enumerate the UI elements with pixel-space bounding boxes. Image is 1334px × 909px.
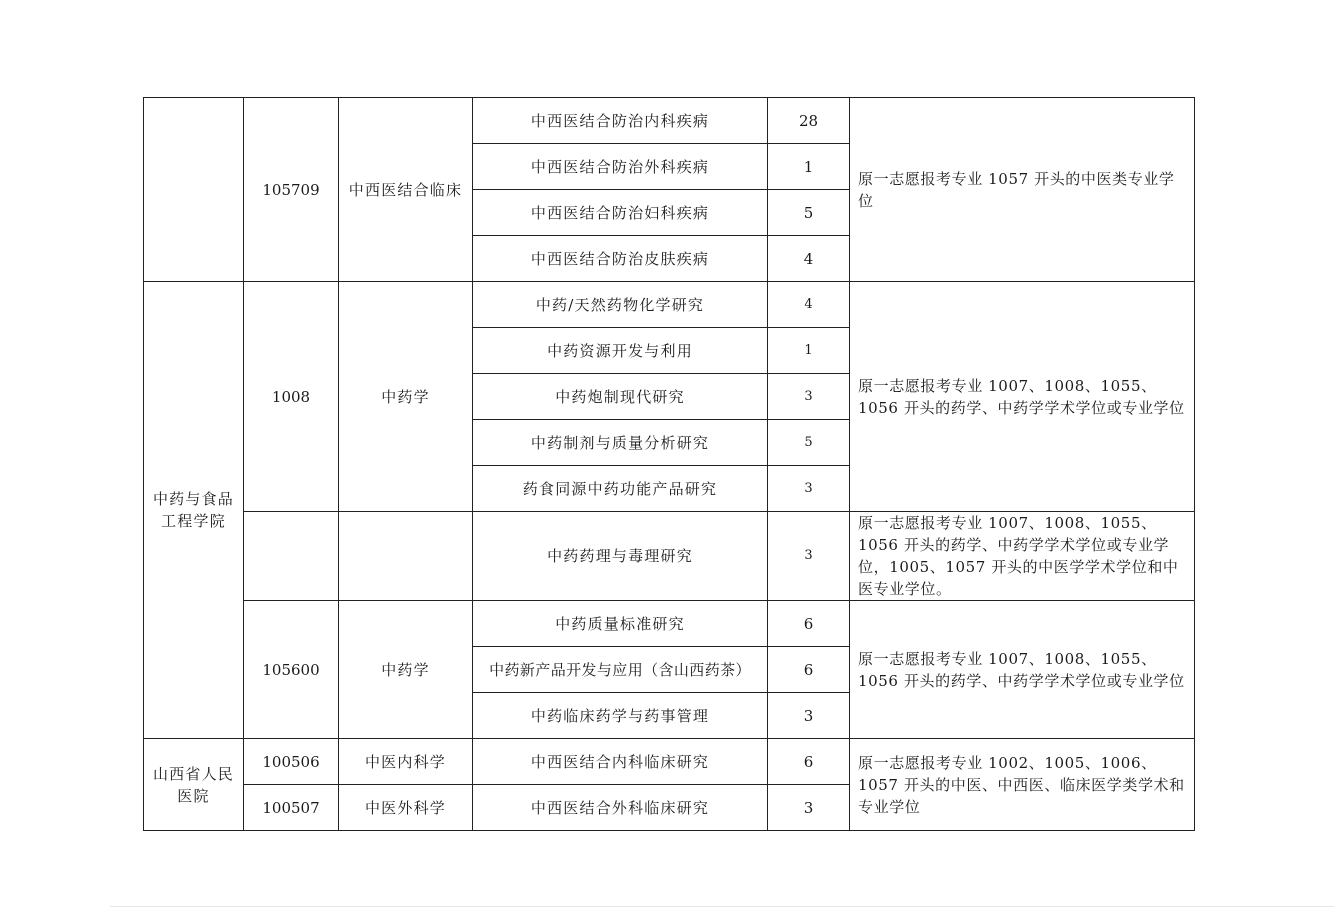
count-cell: 4 — [768, 236, 850, 282]
table-row — [144, 282, 1195, 328]
code-cell: 1008 — [244, 282, 339, 512]
count-cell: 6 — [768, 739, 850, 785]
direction-cell: 中药制剂与质量分析研究 — [473, 420, 768, 466]
college-cell — [144, 98, 244, 282]
code-cell: 105709 — [244, 98, 339, 282]
direction-cell: 药食同源中药功能产品研究 — [473, 466, 768, 512]
code-cell: 105600 — [244, 601, 339, 739]
table-row — [144, 512, 1195, 601]
count-cell: 1 — [768, 328, 850, 374]
direction-cell: 中西医结合防治妇科疾病 — [473, 190, 768, 236]
major-cell: 中药学 — [339, 282, 473, 512]
table-row — [144, 98, 1195, 144]
table-row — [144, 739, 1195, 785]
direction-cell: 中药药理与毒理研究 — [473, 512, 768, 601]
table-row — [144, 601, 1195, 647]
direction-cell: 中药临床药学与药事管理 — [473, 693, 768, 739]
count-cell: 3 — [768, 512, 850, 601]
direction-cell: 中药资源开发与利用 — [473, 328, 768, 374]
major-cell: 中医内科学 — [339, 739, 473, 785]
count-cell: 3 — [768, 693, 850, 739]
requirement-cell: 原一志愿报考专业 1002、1005、1006、1057 开头的中医、中西医、临床医学类学术和专业学位 — [850, 739, 1195, 831]
direction-cell: 中药炮制现代研究 — [473, 374, 768, 420]
count-cell: 28 — [768, 98, 850, 144]
direction-cell: 中西医结合防治外科疾病 — [473, 144, 768, 190]
major-cell — [339, 512, 473, 601]
requirement-cell: 原一志愿报考专业 1057 开头的中医类专业学位 — [850, 98, 1195, 282]
count-cell: 3 — [768, 785, 850, 831]
direction-cell: 中西医结合外科临床研究 — [473, 785, 768, 831]
count-cell: 5 — [768, 420, 850, 466]
major-cell: 中西医结合临床 — [339, 98, 473, 282]
college-cell: 山西省人民医院 — [144, 739, 244, 831]
requirement-cell: 原一志愿报考专业 1007、1008、1055、1056 开头的药学、中药学学术学位或专业学位 — [850, 601, 1195, 739]
major-cell: 中医外科学 — [339, 785, 473, 831]
code-cell: 100506 — [244, 739, 339, 785]
direction-cell: 中西医结合内科临床研究 — [473, 739, 768, 785]
count-cell: 1 — [768, 144, 850, 190]
admissions-table — [143, 97, 1195, 831]
count-cell: 6 — [768, 647, 850, 693]
code-cell — [244, 512, 339, 601]
direction-cell: 中药新产品开发与应用（含山西药茶） — [473, 647, 768, 693]
requirement-cell: 原一志愿报考专业 1007、1008、1055、1056 开头的药学、中药学学术学位或专业学位，1005、1057 开头的中医学学术学位和中医专业学位。 — [850, 512, 1195, 601]
count-cell: 3 — [768, 466, 850, 512]
count-cell: 5 — [768, 190, 850, 236]
direction-cell: 中西医结合防治内科疾病 — [473, 98, 768, 144]
direction-cell: 中药/天然药物化学研究 — [473, 282, 768, 328]
college-cell: 中药与食品工程学院 — [144, 282, 244, 739]
direction-cell: 中药质量标准研究 — [473, 601, 768, 647]
major-cell: 中药学 — [339, 601, 473, 739]
code-cell: 100507 — [244, 785, 339, 831]
direction-cell: 中西医结合防治皮肤疾病 — [473, 236, 768, 282]
count-cell: 4 — [768, 282, 850, 328]
requirement-cell: 原一志愿报考专业 1007、1008、1055、1056 开头的药学、中药学学术学位或专业学位 — [850, 282, 1195, 512]
count-cell: 3 — [768, 374, 850, 420]
count-cell: 6 — [768, 601, 850, 647]
page-edge-divider — [110, 906, 1334, 907]
